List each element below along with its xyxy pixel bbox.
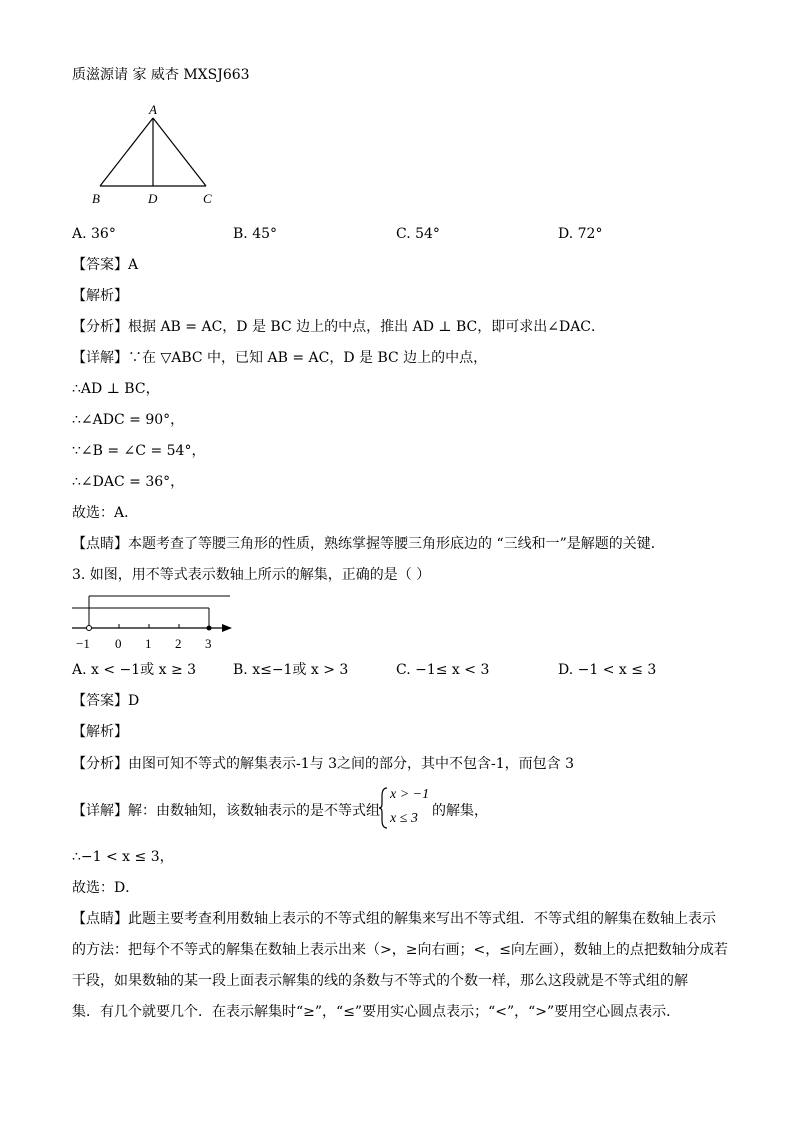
vertex-label-c: C bbox=[203, 191, 212, 206]
q3-answer bbox=[72, 692, 139, 710]
q2-answer bbox=[72, 256, 138, 274]
triangle-figure bbox=[88, 100, 228, 210]
answer-tag: 【答案】 bbox=[72, 693, 128, 709]
q3-option-c: C. −1≤ x < 3 bbox=[396, 662, 490, 678]
q2-option-c: C. 54° bbox=[396, 226, 440, 242]
q2-option-b: B. 45° bbox=[233, 226, 278, 242]
q2-step-2: ∴∠ADC = 90°， bbox=[72, 412, 185, 428]
q3-xiangjie-post: 的解集， bbox=[432, 803, 488, 819]
q2-step-3: ∵∠B = ∠C = 54°， bbox=[72, 443, 206, 459]
q3-choose: 故选：D． bbox=[72, 880, 140, 896]
q2-fenxi: 【分析】根据 AB = AC，D 是 BC 边上的中点，推出 AD ⊥ BC，即可求出∠DAC． bbox=[72, 319, 606, 335]
vertex-label-a: A bbox=[149, 102, 157, 117]
system-ineq-2: x ≤ 3 bbox=[390, 811, 418, 826]
system-brace bbox=[379, 786, 389, 830]
q2-step-5: 故选：A． bbox=[72, 505, 139, 521]
q3-option-a: A. x < −1或 x ≥ 3 bbox=[72, 662, 197, 678]
q3-analysis-tag: 【解析】 bbox=[72, 724, 128, 740]
axis-label-neg1: −1 bbox=[76, 636, 90, 651]
q2-option-d: D. 72° bbox=[558, 226, 603, 242]
closed-circle-marker bbox=[207, 626, 212, 631]
answer-value: D bbox=[128, 693, 140, 709]
q3-result: ∴−1 < x ≤ 3， bbox=[72, 849, 174, 865]
axis-label-0: 0 bbox=[115, 636, 122, 651]
system-ineq-1: x > −1 bbox=[390, 787, 430, 802]
answer-value: A bbox=[128, 257, 139, 273]
q3-fenxi: 【分析】由图可知不等式的解集表示-1与 3之间的部分，其中不包含-1，而包含 3 bbox=[72, 756, 574, 772]
q3-option-b: B. x≤−1或 x > 3 bbox=[233, 662, 349, 678]
q2-analysis-tag: 【解析】 bbox=[72, 288, 128, 304]
vertex-label-d: D bbox=[148, 191, 158, 206]
axis-label-3: 3 bbox=[205, 636, 212, 651]
q2-step-1: ∴AD ⊥ BC， bbox=[72, 381, 160, 397]
q3-option-d: D. −1 < x ≤ 3 bbox=[558, 662, 657, 678]
open-circle-marker bbox=[87, 626, 92, 631]
q2-xiangjie: 【详解】∵在 ▽ABC 中，已知 AB = AC，D 是 BC 边上的中点， bbox=[72, 350, 488, 366]
q2-step-4: ∴∠DAC = 36°， bbox=[72, 474, 185, 490]
q3-xiangjie-pre: 【详解】解：由数轴知，该数轴表示的是不等式组 bbox=[72, 803, 380, 819]
answer-tag: 【答案】 bbox=[72, 257, 128, 273]
q2-dianjing: 【点睛】本题考查了等腰三角形的性质，熟练掌握等腰三角形底边的 “三线和一”是解题的关键． bbox=[72, 536, 665, 552]
number-line-figure bbox=[70, 592, 240, 654]
q3-question: 3. 如图，用不等式表示数轴上所示的解集，正确的是（ ） bbox=[72, 567, 431, 583]
q2-option-a: A. 36° bbox=[72, 226, 116, 242]
q3-dianjing-2: 的方法：把每个不等式的解集在数轴上表示出来（>，≥向右画；<，≤向左画），数轴上的点把数轴分成若 bbox=[72, 942, 728, 958]
axis-label-2: 2 bbox=[175, 636, 182, 651]
q3-dianjing-3: 干段，如果数轴的某一段上面表示解集的线的条数与不等式的个数一样，那么这段就是不等式组的解 bbox=[72, 973, 688, 989]
axis-label-1: 1 bbox=[145, 636, 152, 651]
q3-dianjing-4: 集．有几个就要几个．在表示解集时“≥”，“≤”要用实心圆点表示；“<”，“>”要用空心圆点表示． bbox=[72, 1004, 681, 1020]
vertex-label-b: B bbox=[92, 191, 100, 206]
q3-dianjing-1: 【点睛】此题主要考查利用数轴上表示的不等式组的解集来写出不等式组．不等式组的解集在数轴上表示 bbox=[72, 911, 716, 927]
header-watermark: 质滋源请 家 威杏 MXSJ663 bbox=[72, 67, 250, 83]
